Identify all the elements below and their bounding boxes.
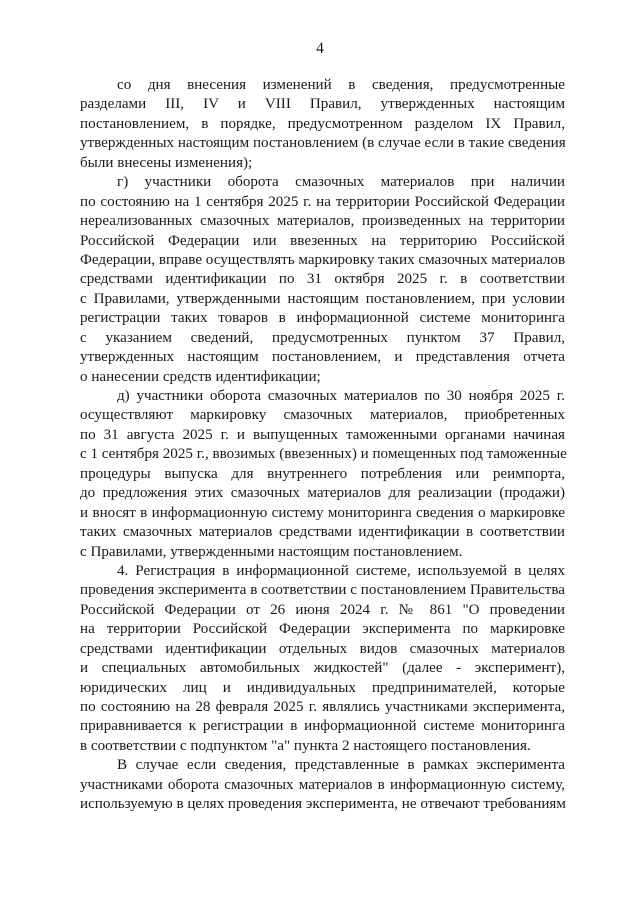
text-line: по состоянию на 1 сентября 2025 г. на территории Российской Федерации [80,193,565,210]
text-line: с указанием сведений, предусмотренных пунктом 37 Правил, [80,329,565,346]
text-line: утвержденных настоящим постановлением (в случае если в такие сведения [80,135,566,152]
text-line: В случае если сведения, представленные в рамках эксперимента [117,757,565,774]
text-line: были внесены изменения); [80,154,253,171]
text-line: регистрации таких товаров в информационной системе мониторинга [80,310,565,327]
text-line: осуществляют маркировку смазочных материалов, приобретенных [80,407,565,424]
document-body [80,76,565,815]
text-line: с 1 сентября 2025 г., ввозимых (ввезенных) и помещенных под таможенные [80,446,567,463]
text-line: с Правилами, утвержденными настоящим постановлением, при условии [80,290,565,307]
text-line: по 31 августа 2025 г. и выпущенных таможенными органами начиная [80,426,565,443]
text-line: разделами III, IV и VIII Правил, утвержденных настоящим [80,96,565,113]
text-line: процедуры выпуска для внутреннего потребления или реимпорта, [80,465,565,482]
text-line: Российской Федерации или ввезенных на территорию Российской [80,232,565,249]
text-line: постановлением, в порядке, предусмотренном разделом IX Правил, [80,115,565,132]
text-line: 4. Регистрация в информационной системе, используемой в целях [117,562,565,579]
text-line: по состоянию на 28 февраля 2025 г. являлись участниками эксперимента, [80,699,565,715]
text-line: средствами идентификации по 31 октября 2025 г. в соответствии [80,271,565,288]
text-line: утвержденных настоящим постановлением, и представления отчета [80,349,565,366]
text-line: с Правилами, утвержденными настоящим постановлением. [80,543,463,560]
text-line: участниками оборота смазочных материалов в информационную систему, [80,776,565,793]
text-line: на территории Российской Федерации эксперимента по маркировке [80,621,565,638]
text-line: нереализованных смазочных материалов, произведенных на территории [80,213,565,230]
text-line: приравнивается к регистрации в информационной системе мониторинга [80,718,565,735]
text-line: в соответствии с подпунктом "а" пункта 2 настоящего постановления. [80,737,531,754]
text-line: проведения эксперимента в соответствии с постановлением Правительства [80,582,565,599]
text-line: и вносят в информационную систему мониторинга сведения о маркировке [80,504,565,521]
text-line: используемую в целях проведения эксперимента, не отвечают требованиям [80,796,566,813]
text-line: и специальных автомобильных жидкостей" (далее - эксперимент), [80,660,565,677]
text-line: о нанесении средств идентификации; [80,368,321,385]
text-line: до предложения этих смазочных материалов для реализации (продажи) [80,485,565,502]
text-line: г) участники оборота смазочных материалов при наличии [117,174,565,191]
page-number: 4 [316,40,324,57]
text-line: Российской Федерации от 26 июня 2024 г. № 861 "О проведении [80,601,565,618]
text-line: таких смазочных материалов средствами идентификации в соответствии [80,524,565,541]
text-line: д) участники оборота смазочных материалов по 30 ноября 2025 г. [117,388,565,404]
text-line: средствами идентификации отдельных видов смазочных материалов [80,640,565,657]
text-line: Федерации, вправе осуществлять маркировку таких смазочных материалов [80,251,566,268]
text-line: со дня внесения изменений в сведения, предусмотренные [117,77,565,93]
text-line: юридических лиц и индивидуальных предпринимателей, которые [80,679,565,696]
